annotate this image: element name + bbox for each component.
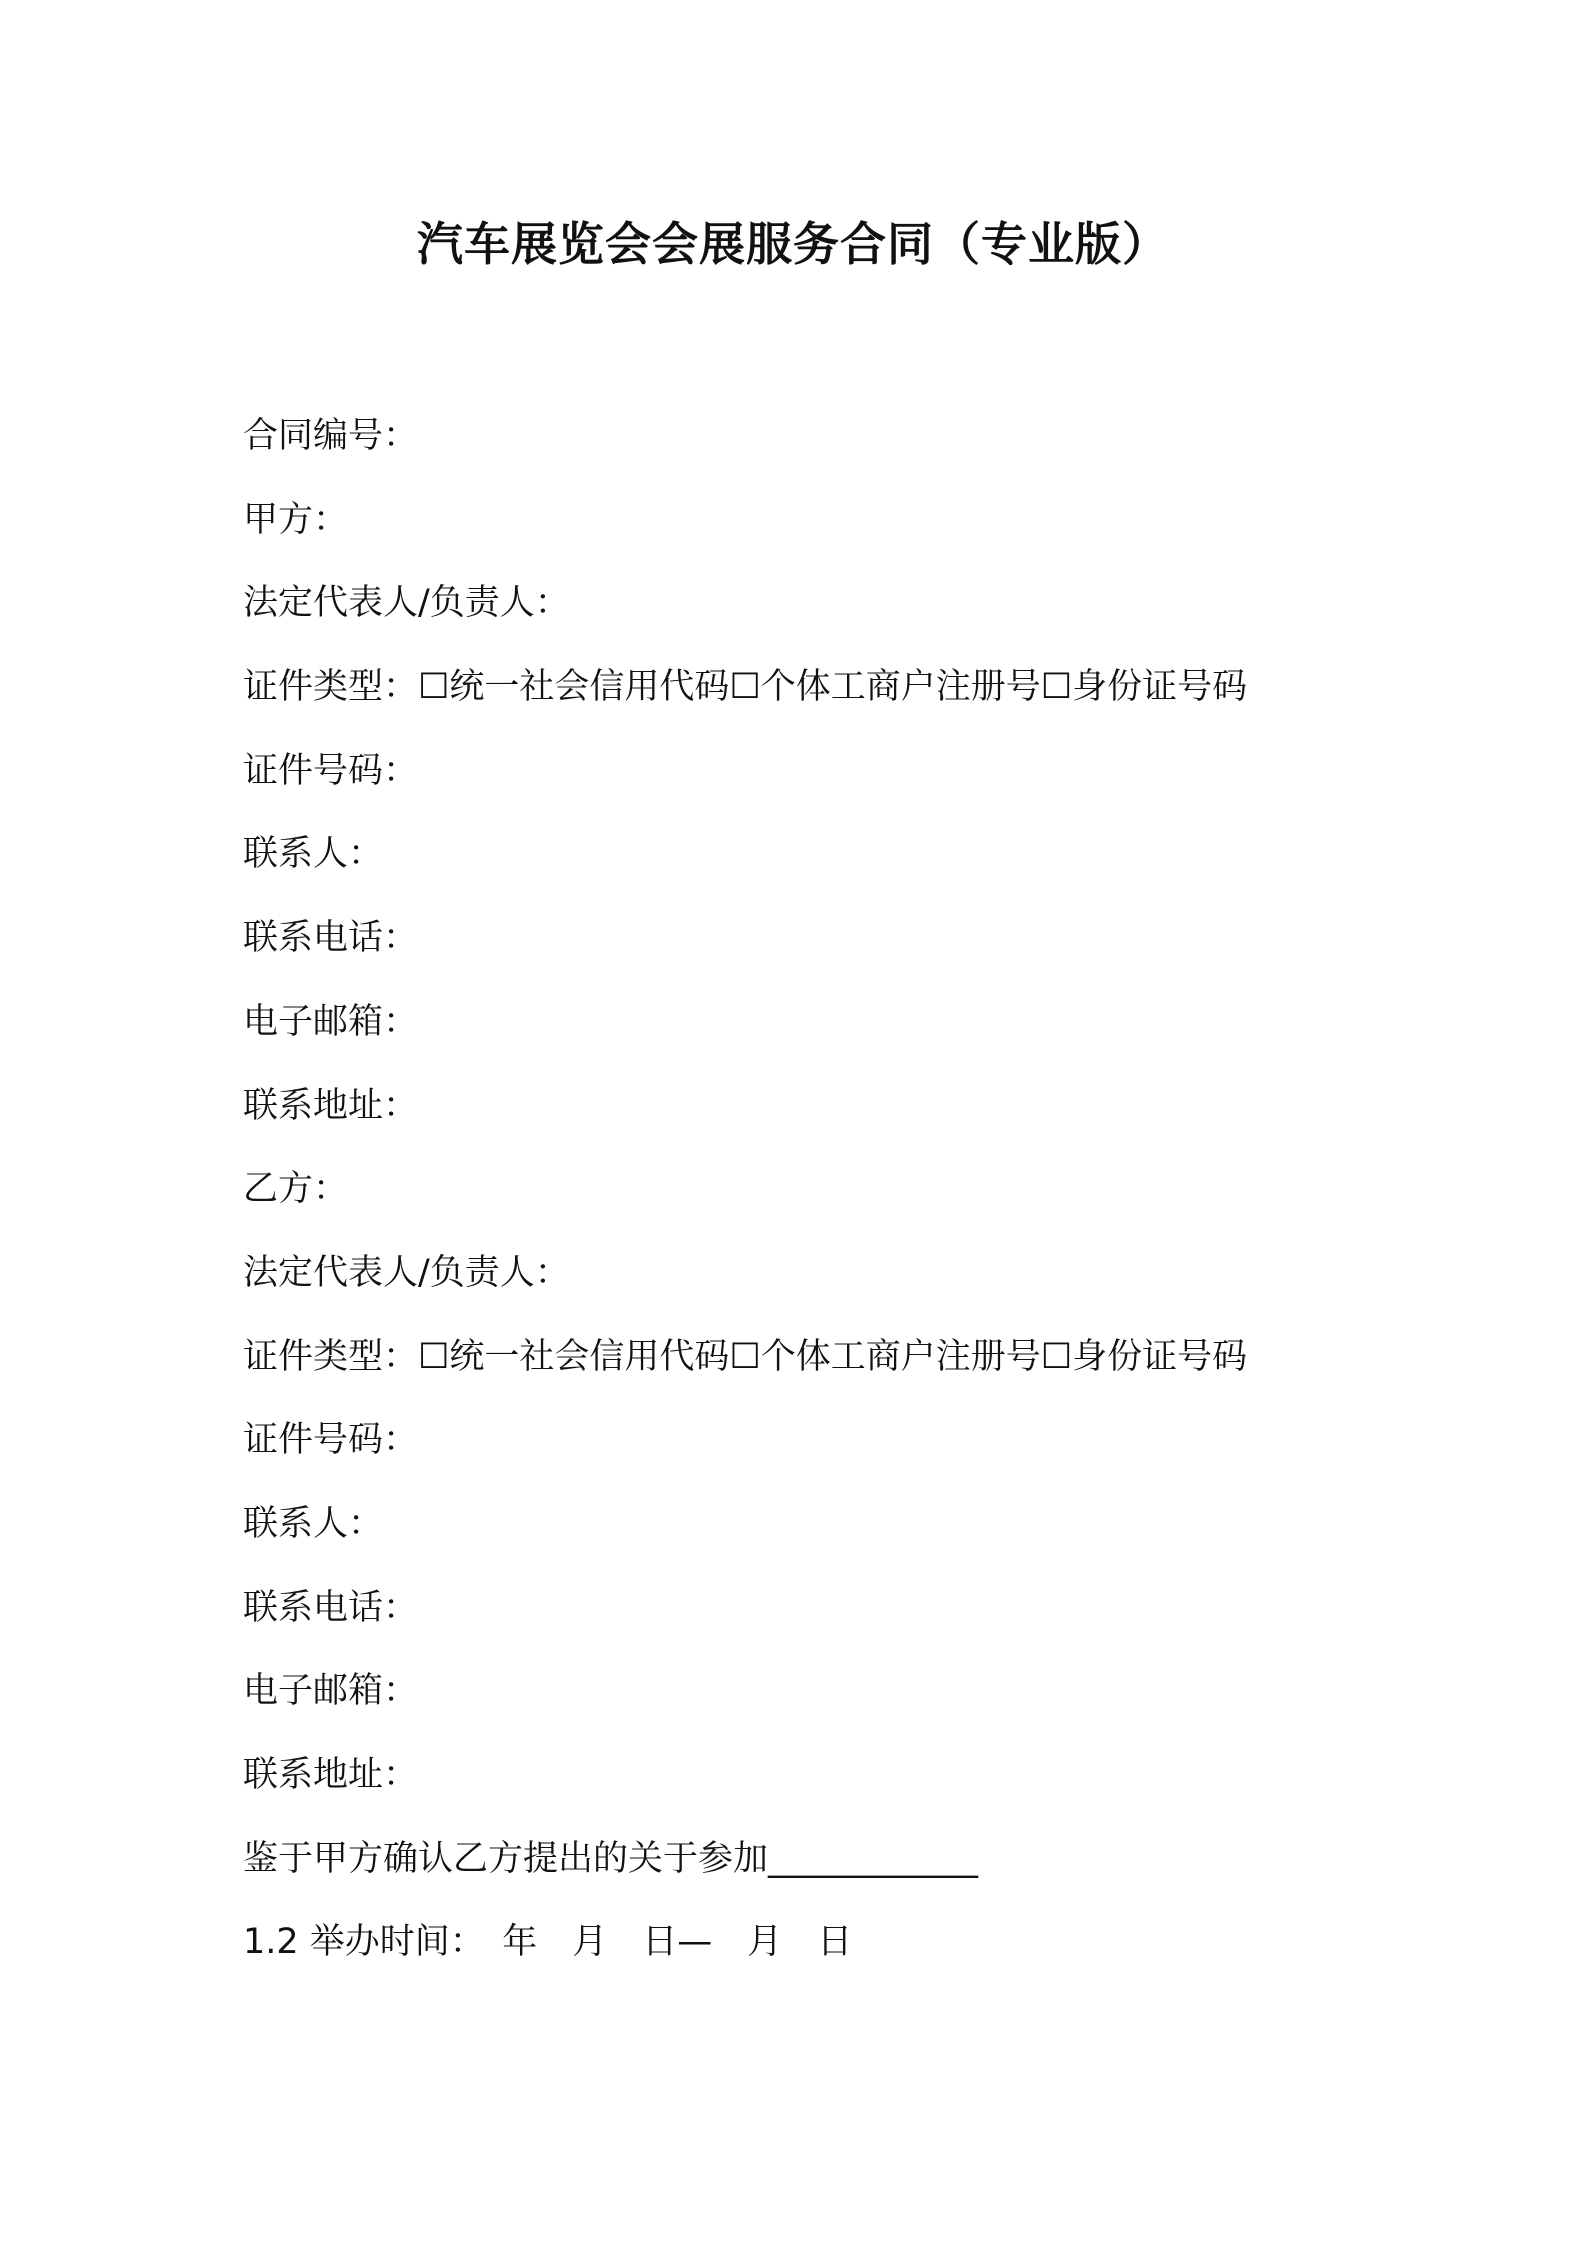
whereas-clause-line: 鉴于甲方确认乙方提出的关于参加____________ bbox=[243, 1838, 979, 1879]
party-a-phone-line: 联系电话： bbox=[243, 918, 419, 959]
party-b-legal-representative-line: 法定代表人/负责人： bbox=[243, 1252, 570, 1293]
party-a-address-line: 联系地址： bbox=[243, 1085, 419, 1126]
party-a-id-number-line: 证件号码： bbox=[243, 750, 419, 791]
party-b-address-line: 联系地址： bbox=[243, 1755, 419, 1795]
event-time-line: 1.2 举办时间： 年 月 日— 月 日 bbox=[243, 1922, 853, 1963]
party-b-id-number-line: 证件号码： bbox=[243, 1420, 419, 1461]
party-b-line: 乙方： bbox=[243, 1169, 349, 1210]
party-b-id-type-line: 证件类型：☐统一社会信用代码☐个体工商户注册号☐身份证号码 bbox=[243, 1336, 1248, 1377]
party-a-id-type-line: 证件类型：☐统一社会信用代码☐个体工商户注册号☐身份证号码 bbox=[243, 667, 1248, 708]
party-a-contact-line: 联系人： bbox=[243, 834, 384, 875]
contract-fields bbox=[243, 408, 1443, 1998]
document-title: 汽车展览会会展服务合同（专业版） bbox=[417, 217, 1169, 271]
party-a-line: 甲方： bbox=[243, 499, 349, 540]
party-b-phone-line: 联系电话： bbox=[243, 1587, 419, 1628]
party-a-email-line: 电子邮箱： bbox=[243, 1001, 419, 1042]
contract-number-line: 合同编号： bbox=[243, 416, 419, 456]
party-b-contact-line: 联系人： bbox=[243, 1503, 384, 1544]
party-a-legal-representative-line: 法定代表人/负责人： bbox=[243, 583, 570, 624]
party-b-email-line: 电子邮箱： bbox=[243, 1671, 419, 1712]
